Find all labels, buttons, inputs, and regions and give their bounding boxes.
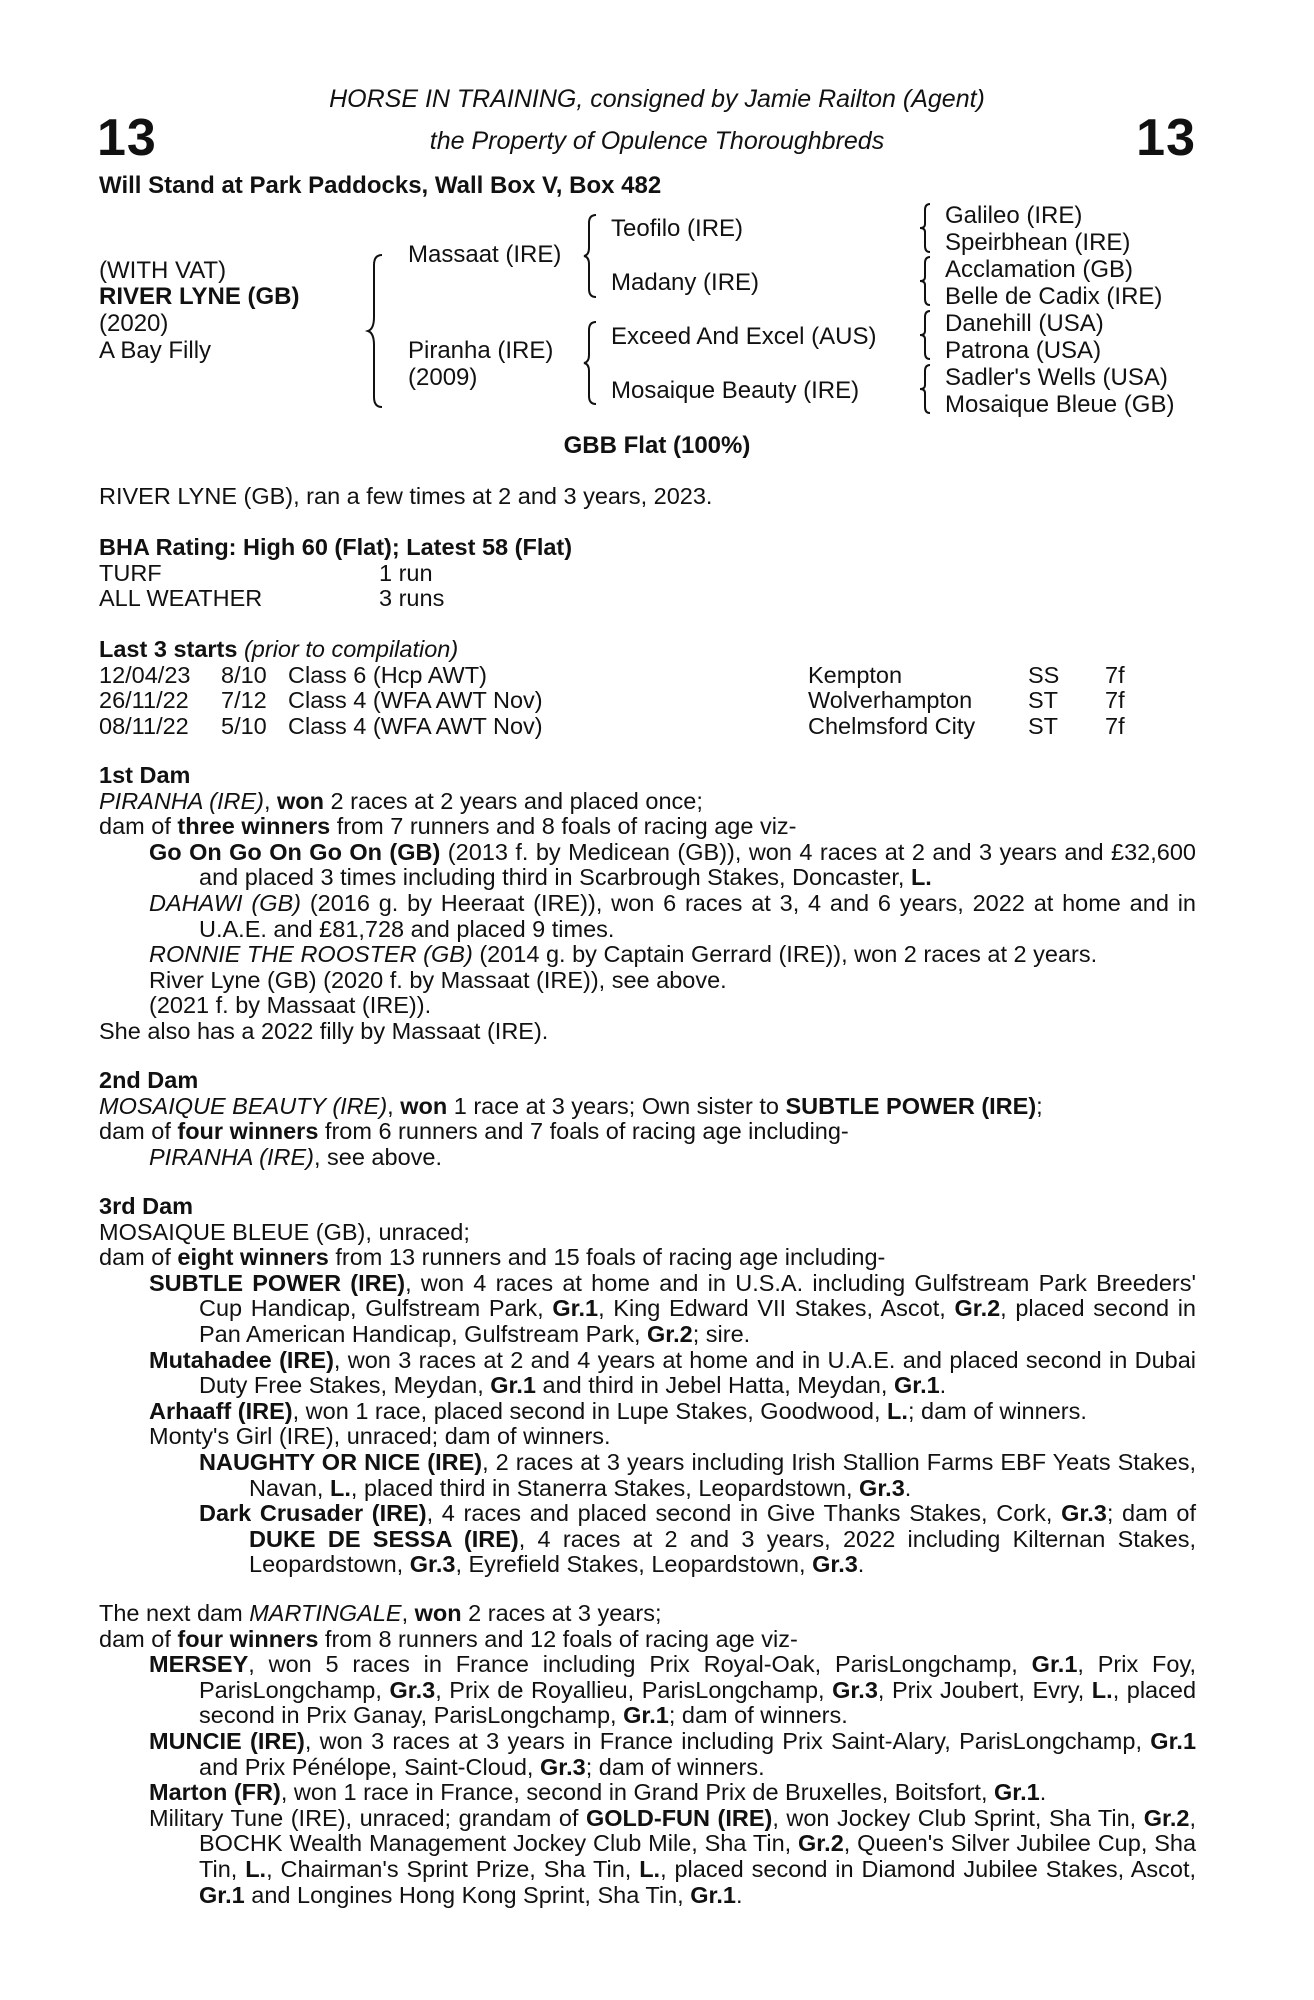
start-going: SS (1028, 661, 1060, 688)
start-course: Wolverhampton (808, 687, 973, 714)
vat-note: (WITH VAT) (99, 257, 227, 284)
pedigree-dam-dam: Mosaique Beauty (IRE) (611, 377, 860, 404)
next-dam-section (99, 1601, 1196, 1908)
start-date: 08/11/22 (99, 712, 189, 739)
progeny-entry: (2021 f. by Massaat (IRE)). (149, 992, 432, 1019)
rating-section (99, 535, 1196, 612)
progeny-entry: MERSEY, won 5 races in France including Prix Royal-Oak, ParisLongchamp, Gr.1, Prix Foy, ParisLongchamp, Gr.3, Prix de Royallieu, ParisLongchamp, Gr.3, Prix Joubert, Evry, L., placed second in Prix Ganay, ParisLongchamp, Gr.1; dam of winners. (149, 1651, 1197, 1729)
rating-surface: TURF (99, 559, 162, 586)
lot-number-right: 13 (1136, 109, 1196, 167)
start-course: Kempton (808, 661, 903, 688)
first-dam-heading: 1st Dam (99, 762, 191, 788)
progeny-entry: Go On Go On Go On (GB) (2013 f. by Medicean (GB)), won 4 races at 2 and 3 years and £32,600 and placed 3 times including third in Scarbrough Stakes, Doncaster, L. (149, 838, 1196, 891)
pedigree-bracket-main (368, 255, 388, 407)
pedigree-dam: Piranha (IRE) (408, 337, 554, 364)
pedigree-bracket-g3-1 (920, 204, 934, 252)
start-date: 12/04/23 (99, 661, 191, 688)
stand-location: Will Stand at Park Paddocks, Wall Box V, Box 482 (99, 172, 662, 199)
pedigree-g3-8: Mosaique Bleue (GB) (945, 391, 1175, 418)
next-dam-produce: dam of four winners from 8 runners and 12 foals of racing age viz- (99, 1625, 798, 1652)
race-summary: RIVER LYNE (GB), ran a few times at 2 and 3 years, 2023. (99, 483, 713, 509)
start-course: Chelmsford City (808, 712, 976, 739)
next-dam-record: The next dam MARTINGALE, won 2 races at 3 years; (99, 1600, 662, 1626)
start-position: 8/10 (221, 661, 267, 688)
pedigree-g3-5: Danehill (USA) (945, 310, 1104, 337)
last-starts-note: (prior to compilation) (243, 636, 459, 662)
second-dam-heading: 2nd Dam (99, 1067, 199, 1093)
second-dam-section (99, 1068, 1196, 1170)
progeny-entry: Arhaaff (IRE), won 1 race, placed second in Lupe Stakes, Goodwood, L.; dam of winners. (149, 1397, 1087, 1424)
horse-year: (2020) (99, 310, 169, 337)
progeny-entry: RONNIE THE ROOSTER (GB) (2014 g. by Captain Gerrard (IRE)), won 2 races at 2 years. (149, 941, 1098, 968)
last-starts-table (99, 663, 1125, 740)
rating-row (99, 561, 444, 587)
progeny-entry: Marton (FR), won 1 race in France, second in Grand Prix de Bruxelles, Boitsfort, Gr.1. (149, 1779, 1047, 1806)
progeny-entry: PIRANHA (IRE), see above. (149, 1143, 442, 1170)
start-row (99, 688, 1125, 714)
first-dam-produce: dam of three winners from 7 runners and 8 foals of racing age viz- (99, 813, 797, 840)
start-race: Class 6 (Hcp AWT) (288, 661, 487, 688)
pedigree-bracket-g3-3 (920, 311, 934, 359)
first-dam-section (99, 763, 1196, 1045)
pedigree-g3-4: Belle de Cadix (IRE) (945, 283, 1163, 310)
pedigree-g3-6: Patrona (USA) (945, 337, 1102, 364)
rating-runs: 1 run (379, 559, 433, 586)
progeny-entry: Monty's Girl (IRE), unraced; dam of winners. (149, 1423, 611, 1450)
progeny-entry: DAHAWI (GB) (2016 g. by Heeraat (IRE)), won 6 races at 3, 4 and 6 years, 2022 at home and in U.A.E. and £81,728 and placed 9 times. (149, 889, 1196, 942)
start-race: Class 4 (WFA AWT Nov) (288, 712, 543, 739)
start-row (99, 714, 1125, 740)
start-going: ST (1028, 687, 1059, 714)
first-dam-record: PIRANHA (IRE), won 2 races at 2 years and placed once; (99, 787, 703, 814)
pedigree-bracket-dam (584, 322, 600, 404)
progeny-entry: Military Tune (IRE), unraced; grandam of GOLD-FUN (IRE), won Jockey Club Sprint, Sha Tin, Gr.2, BOCHK Wealth Management Jockey Club Mile, Sha Tin, Gr.2, Queen's Silver Jubilee Cup, Sha Tin, L., Chairman's Sprint Prize, Sha Tin, L., placed second in Diamond Jubilee Stakes, Ascot, Gr.1 and Longines Hong Kong Sprint, Sha Tin, Gr.1. (149, 1804, 1197, 1908)
third-dam-heading: 3rd Dam (99, 1193, 194, 1219)
pedigree-sire: Massaat (IRE) (408, 241, 562, 268)
progeny-entry: SUBTLE POWER (IRE), won 4 races at home and in U.S.A. including Gulfstream Park Breeders' Cup Handicap, Gulfstream Park, Gr.1, King Edward VII Stakes, Ascot, Gr.2, placed second in Pan American Handicap, Gulfstream Park, Gr.2; sire. (149, 1269, 1197, 1347)
progeny-entry: MUNCIE (IRE), won 3 races at 3 years in France including Prix Saint-Alary, ParisLongchamp, Gr.1 and Prix Pénélope, Saint-Cloud, Gr.3; dam of winners. (149, 1727, 1197, 1780)
start-position: 7/12 (221, 687, 267, 714)
lot-number-left: 13 (97, 109, 157, 167)
pedigree-bracket-g3-2 (920, 257, 934, 305)
second-dam-record: MOSAIQUE BEAUTY (IRE), won 1 race at 3 years; Own sister to SUBTLE POWER (IRE); (99, 1092, 1043, 1119)
rating-heading: BHA Rating: High 60 (Flat); Latest 58 (Flat) (99, 534, 573, 560)
gbb-status: GBB Flat (100%) (563, 432, 751, 459)
start-date: 26/11/22 (99, 687, 189, 714)
start-row (99, 663, 1125, 689)
property-line: the Property of Opulence Thoroughbreds (429, 127, 885, 155)
rating-table (99, 561, 444, 612)
progeny-entry: River Lyne (GB) (2020 f. by Massaat (IRE)), see above. (149, 966, 727, 993)
horse-description: A Bay Filly (99, 337, 212, 364)
grand-progeny-entry: NAUGHTY OR NICE (IRE), 2 races at 3 years including Irish Stallion Farms EBF Yeats Stakes, Navan, L., placed third in Stanerra Stakes, Leopardstown, Gr.3. (199, 1448, 1197, 1501)
last-starts-section (99, 637, 1196, 739)
start-race: Class 4 (WFA AWT Nov) (288, 687, 543, 714)
rating-surface: ALL WEATHER (99, 585, 263, 612)
start-distance: 7f (1105, 661, 1125, 688)
third-dam-produce: dam of eight winners from 13 runners and 15 foals of racing age including- (99, 1244, 886, 1271)
pedigree-g3-1: Galileo (IRE) (945, 202, 1083, 229)
pedigree-sire-sire: Teofilo (IRE) (611, 215, 744, 242)
pedigree-dam-year: (2009) (408, 364, 478, 391)
rating-row (99, 586, 444, 612)
third-dam-section (99, 1194, 1196, 1578)
rating-runs: 3 runs (379, 585, 445, 612)
pedigree-bracket-g3-4 (920, 365, 934, 413)
first-dam-note: She also has a 2022 filly by Massaat (IRE). (99, 1017, 549, 1044)
start-going: ST (1028, 712, 1059, 739)
pedigree-g3-7: Sadler's Wells (USA) (945, 364, 1168, 391)
consignor-line: HORSE IN TRAINING, consigned by Jamie Railton (Agent) (329, 85, 985, 113)
last-starts-heading: Last 3 starts (99, 636, 238, 662)
grand-progeny-entry: Dark Crusader (IRE), 4 races and placed second in Give Thanks Stakes, Cork, Gr.3; dam of DUKE DE SESSA (IRE), 4 races at 2 and 3 years, 2022 including Kilternan Stakes, Leopardstown, Gr.3, Eyrefield Stakes, Leopardstown, Gr.3. (199, 1500, 1197, 1578)
pedigree-dam-sire: Exceed And Excel (AUS) (611, 323, 877, 350)
pedigree-g3-3: Acclamation (GB) (945, 256, 1134, 283)
pedigree-bracket-sire (584, 215, 600, 297)
start-distance: 7f (1105, 687, 1125, 714)
progeny-entry: Mutahadee (IRE), won 3 races at 2 and 4 years at home and in U.A.E. and placed second in Dubai Duty Free Stakes, Meydan, Gr.1 and third in Jebel Hatta, Meydan, Gr.1. (149, 1346, 1197, 1399)
start-distance: 7f (1105, 712, 1125, 739)
second-dam-produce: dam of four winners from 6 runners and 7 foals of racing age including- (99, 1118, 849, 1145)
pedigree-g3-2: Speirbhean (IRE) (945, 229, 1131, 256)
third-dam-record: MOSAIQUE BLEUE (GB), unraced; (99, 1218, 470, 1245)
horse-name: RIVER LYNE (GB) (99, 283, 300, 310)
start-position: 5/10 (221, 712, 267, 739)
pedigree-sire-dam: Madany (IRE) (611, 269, 760, 296)
